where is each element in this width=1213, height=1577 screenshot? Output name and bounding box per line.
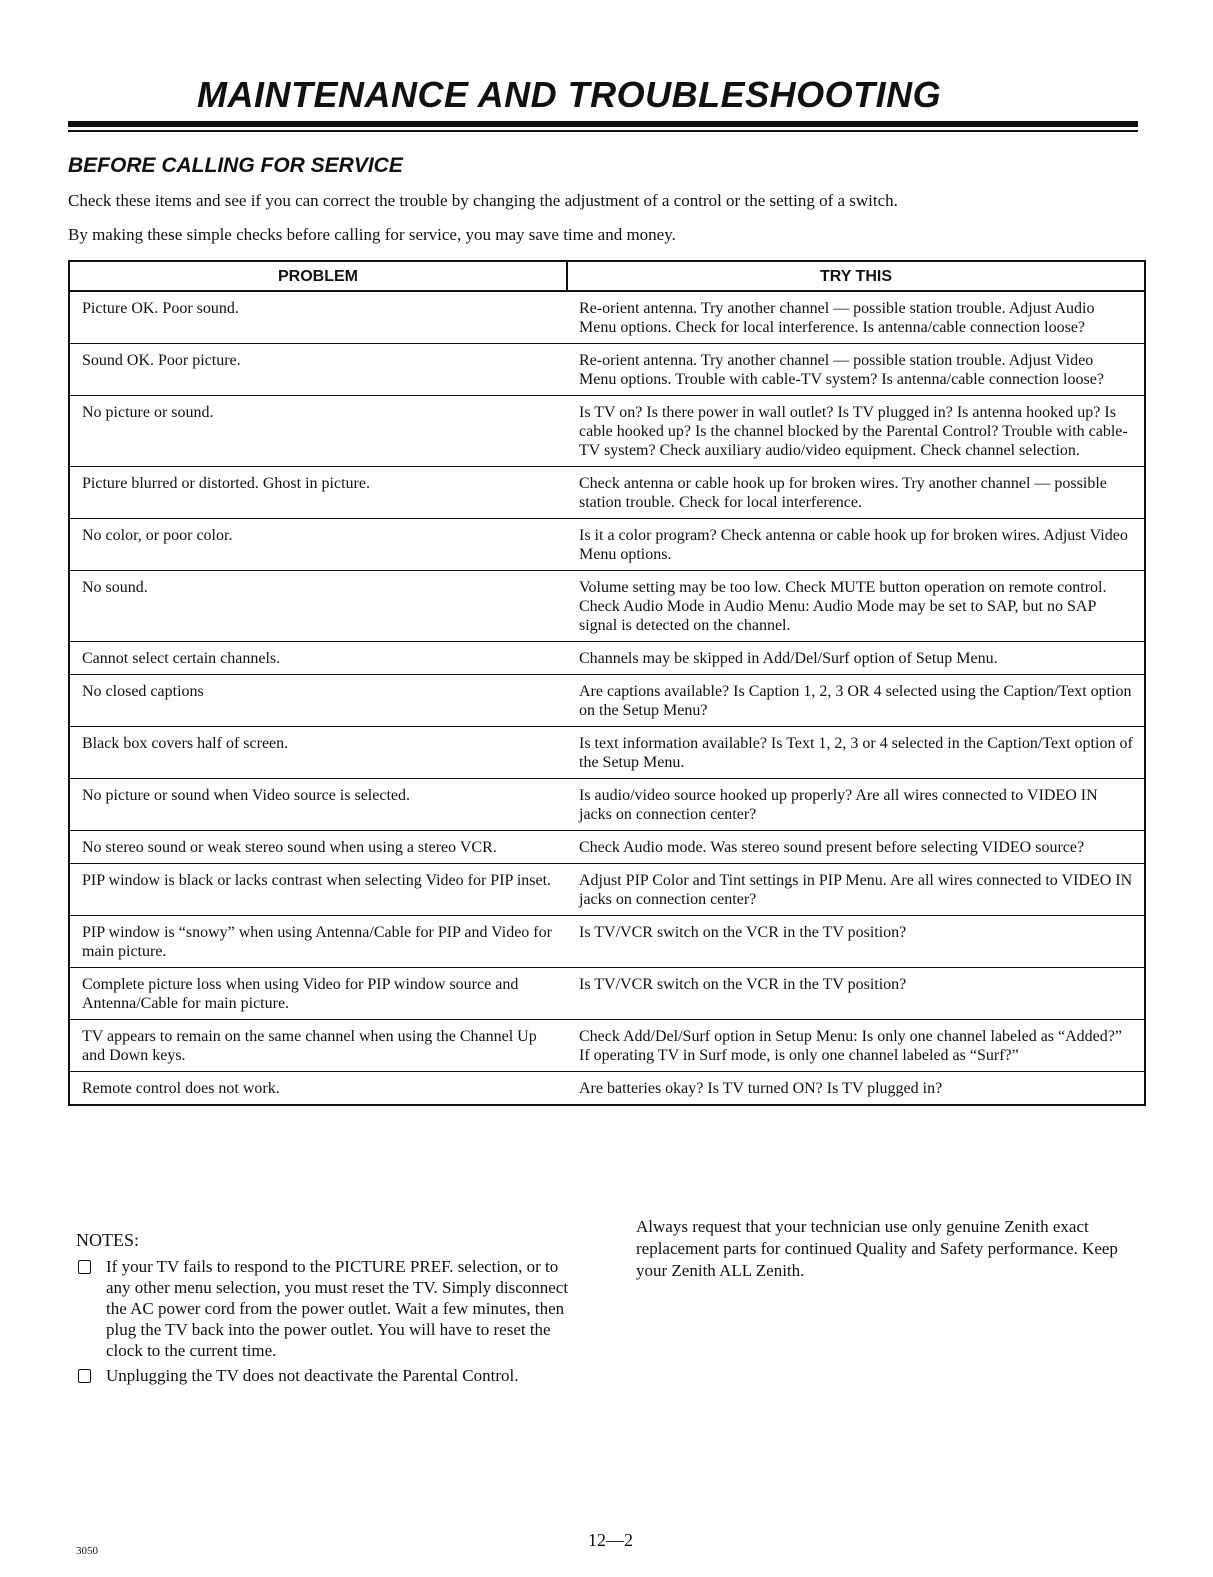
troubleshooting-table (68, 260, 1146, 1106)
table-row (69, 396, 1145, 467)
try-this-cell: Is audio/video source hooked up properly? Are all wires connected to VIDEO IN jacks on connection center? (567, 779, 1145, 831)
intro-text-1: Check these items and see if you can correct the trouble by changing the adjustment of a control or the setting of a switch. (68, 191, 898, 210)
notes-heading: NOTES: (76, 1230, 139, 1250)
table-row (69, 864, 1145, 916)
problem-cell: No color, or poor color. (69, 519, 567, 571)
problem-cell: Picture OK. Poor sound. (69, 291, 567, 344)
try-this-cell: Is it a color program? Check antenna or cable hook up for broken wires. Adjust Video Menu options. (567, 519, 1145, 571)
problem-cell: Remote control does not work. (69, 1072, 567, 1106)
try-this-cell: Check antenna or cable hook up for broken wires. Try another channel — possible station trouble. Check for local interference. (567, 467, 1145, 519)
problem-cell: Complete picture loss when using Video for PIP window source and Antenna/Cable for main picture. (69, 968, 567, 1020)
table-body (69, 291, 1145, 1105)
note-text: Unplugging the TV does not deactivate the Parental Control. (106, 1366, 519, 1385)
table-row (69, 642, 1145, 675)
problem-cell: Picture blurred or distorted. Ghost in picture. (69, 467, 567, 519)
try-this-cell: Is TV/VCR switch on the VCR in the TV position? (567, 968, 1145, 1020)
checkbox-bullet-icon (78, 1260, 91, 1274)
table-row (69, 344, 1145, 396)
checkbox-bullet-icon (78, 1369, 91, 1383)
table-row (69, 831, 1145, 864)
table-header-row (69, 261, 1145, 291)
table-row (69, 968, 1145, 1020)
try-this-cell: Channels may be skipped in Add/Del/Surf option of Setup Menu. (567, 642, 1145, 675)
try-this-cell: Is text information available? Is Text 1, 2, 3 or 4 selected in the Caption/Text option of the Setup Menu. (567, 727, 1145, 779)
table-row (69, 1020, 1145, 1072)
table-row (69, 675, 1145, 727)
table-row (69, 291, 1145, 344)
problem-cell: No stereo sound or weak stereo sound when using a stereo VCR. (69, 831, 567, 864)
try-this-cell: Check Audio mode. Was stereo sound present before selecting VIDEO source? (567, 831, 1145, 864)
title-rule (68, 121, 1138, 127)
page-number: 12—2 (588, 1530, 633, 1550)
problem-cell: No picture or sound when Video source is selected. (69, 779, 567, 831)
try-this-cell: Is TV on? Is there power in wall outlet? Is TV plugged in? Is antenna hooked up? Is cable hooked up? Is the channel blocked by the Parental Control? Trouble with cable-TV system? Check auxiliary audio/video equipment. Check channel selection. (567, 396, 1145, 467)
try-this-cell: Adjust PIP Color and Tint settings in PIP Menu. Are all wires connected to VIDEO IN jacks on connection center? (567, 864, 1145, 916)
note-item (76, 1365, 586, 1386)
column-header-try-this: TRY THIS (567, 261, 1145, 291)
table-row (69, 519, 1145, 571)
problem-cell: No picture or sound. (69, 396, 567, 467)
column-header-problem: PROBLEM (69, 261, 567, 291)
page-title: MAINTENANCE AND TROUBLESHOOTING (197, 74, 942, 115)
try-this-cell: Re-orient antenna. Try another channel — possible station trouble. Adjust Audio Menu options. Check for local interference. Is antenna/cable connection loose? (567, 291, 1145, 344)
intro-text-2: By making these simple checks before calling for service, you may save time and money. (68, 225, 676, 244)
table-row (69, 727, 1145, 779)
try-this-cell: Is TV/VCR switch on the VCR in the TV position? (567, 916, 1145, 968)
table-row (69, 467, 1145, 519)
problem-cell: Cannot select certain channels. (69, 642, 567, 675)
problem-cell: Black box covers half of screen. (69, 727, 567, 779)
try-this-cell: Re-orient antenna. Try another channel — possible station trouble. Adjust Video Menu options. Trouble with cable-TV system? Is antenna/cable connection loose? (567, 344, 1145, 396)
try-this-cell: Are batteries okay? Is TV turned ON? Is TV plugged in? (567, 1072, 1145, 1106)
problem-cell: PIP window is black or lacks contrast when selecting Video for PIP inset. (69, 864, 567, 916)
title-rule-thin (68, 130, 1138, 132)
note-item (76, 1256, 586, 1361)
table-row (69, 779, 1145, 831)
genuine-parts-note: Always request that your technician use only genuine Zenith exact replacement parts for continued Quality and Safety performance. Keep your Zenith ALL Zenith. (636, 1217, 1118, 1280)
table-row (69, 1072, 1145, 1106)
table-row (69, 571, 1145, 642)
table-row (69, 916, 1145, 968)
try-this-cell: Volume setting may be too low. Check MUTE button operation on remote control. Check Audio Mode in Audio Menu: Audio Mode may be set to SAP, but no SAP signal is detected on the channel. (567, 571, 1145, 642)
notes-list (76, 1256, 586, 1390)
document-code: 3050 (76, 1545, 98, 1557)
problem-cell: PIP window is “snowy” when using Antenna/Cable for PIP and Video for main picture. (69, 916, 567, 968)
try-this-cell: Are captions available? Is Caption 1, 2, 3 OR 4 selected using the Caption/Text option on the Setup Menu? (567, 675, 1145, 727)
try-this-cell: Check Add/Del/Surf option in Setup Menu: Is only one channel labeled as “Added?” If operating TV in Surf mode, is only one channel labeled as “Surf?” (567, 1020, 1145, 1072)
section-title: BEFORE CALLING FOR SERVICE (68, 154, 403, 177)
note-text: If your TV fails to respond to the PICTURE PREF. selection, or to any other menu selection, you must reset the TV. Simply disconnect the AC power cord from the power outlet. Wait a few minutes, then plug the TV back into the power outlet. You will have to reset the clock to the current time. (106, 1257, 569, 1360)
problem-cell: Sound OK. Poor picture. (69, 344, 567, 396)
problem-cell: No closed captions (69, 675, 567, 727)
problem-cell: No sound. (69, 571, 567, 642)
problem-cell: TV appears to remain on the same channel when using the Channel Up and Down keys. (69, 1020, 567, 1072)
